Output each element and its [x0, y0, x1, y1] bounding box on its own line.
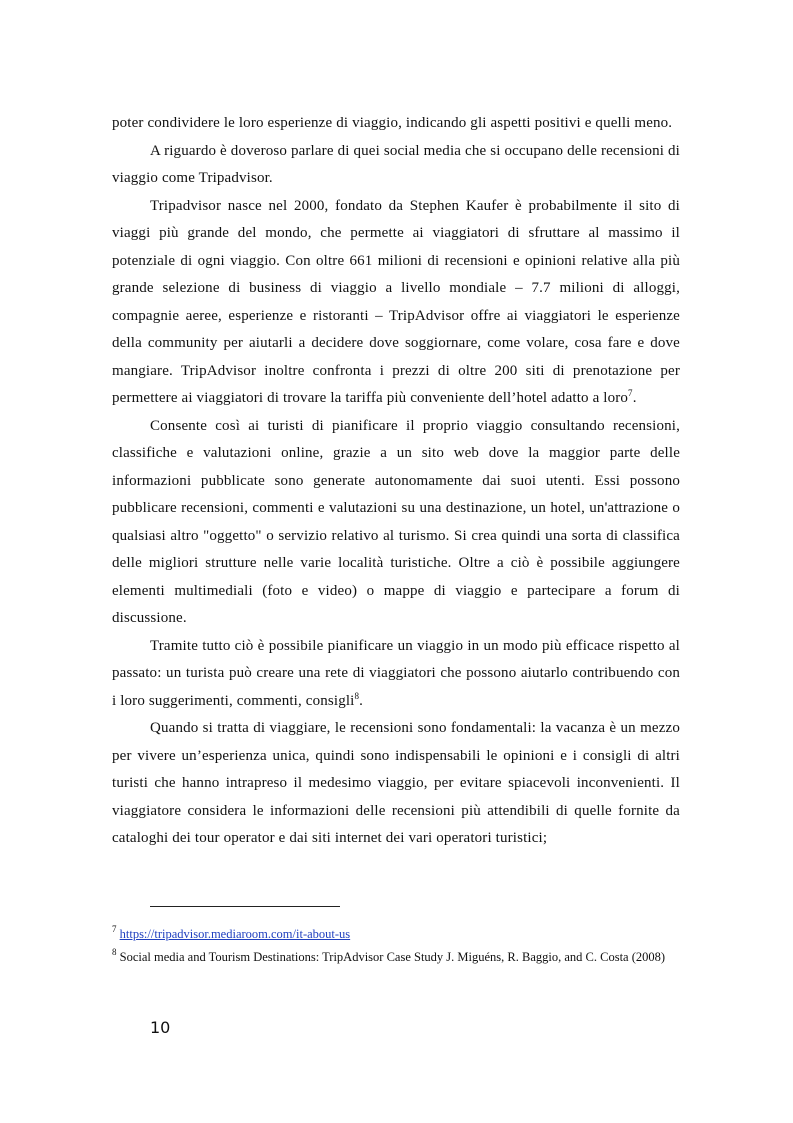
footnote-link[interactable]: https://tripadvisor.mediaroom.com/it-about-us	[119, 927, 351, 941]
body-text	[112, 110, 680, 853]
footnote-number: 7	[112, 924, 117, 934]
footnote-citation: Social media and Tourism Destinations: TripAdvisor Case Study J. Miguéns, R. Baggio, and C. Costa (2008)	[119, 950, 666, 964]
paragraph-6: Quando si tratta di viaggiare, le recensioni sono fondamentali: la vacanza è un mezzo per vivere un’esperienza unica, quindi sono indispensabili le opinioni e i consigli di altri turisti che hanno intrapreso il medesimo viaggio, per evitare spiacevoli inconvenienti. Il viaggiatore considera le informazioni delle recensioni più attendibili di quelle fornite da cataloghi dei tour operator e dai siti internet dei vari operatori turistici;	[112, 720, 680, 846]
paragraph-5: Tramite tutto ciò è possibile pianificare un viaggio in un modo più efficace rispetto al passato: un turista può creare una rete di viaggiatori che possono aiutarlo contribuendo con i loro suggerimenti, commenti, consigli$^8$.	[112, 637, 680, 709]
paragraph-1: poter condividere le loro esperienze di viaggio, indicando gli aspetti positivi e quelli meno.	[112, 115, 673, 131]
footnote-8	[112, 949, 680, 966]
footnote-ref-8[interactable]: 8	[354, 690, 360, 701]
page-number: 10	[150, 1018, 171, 1037]
footnote-number: 8	[112, 947, 117, 957]
footnotes	[112, 926, 680, 972]
paragraph-4: Consente così ai turisti di pianificare il proprio viaggio consultando recensioni, classifiche e valutazioni online, grazie a un sito web dove la maggior parte delle informazioni pubblicate sono generate autonomamente dai suoi utenti. Essi possono pubblicare recensioni, commenti e valutazioni su una destinazione, un hotel, un'attrazione o qualsiasi altro "oggetto" o servizio relativo al turismo. Si crea quindi una sorta di classifica delle migliori strutture nelle varie località turistiche. Oltre a ciò è possibile aggiungere elementi multimediali (foto e video) o mappe di viaggio e partecipare a forum di discussione.	[112, 417, 680, 626]
footnote-ref-7[interactable]: 7	[628, 388, 633, 398]
footnote-separator	[150, 906, 340, 907]
footnote-7	[112, 926, 680, 943]
paragraph-2: A riguardo è doveroso parlare di quei social media che si occupano delle recensioni di viaggio come Tripadvisor.	[112, 142, 680, 186]
paragraph-3: Tripadvisor nasce nel 2000, fondato da Stephen Kaufer è probabilmente il sito di viaggi più grande del mondo, che permette ai viaggiatori di sfruttare al massimo il potenziale di ogni viaggio. Con oltre 661 milioni di recensioni e opinioni relative alla più grande selezione di business di viaggio a livello mondiale – 7.7 milioni di alloggi, compagnie aeree, esperienze e ristoranti – TripAdvisor offre ai viaggiatori le esperienze della community per aiutarli a decidere dove soggiornare, come volare, cosa fare e dove mangiare. TripAdvisor inoltre confronta i prezzi di oltre 200 siti di prenotazione per permettere ai viaggiatori di trovare la tariffa più conveniente dell’hotel adatto a loro$^7$.	[112, 197, 680, 406]
